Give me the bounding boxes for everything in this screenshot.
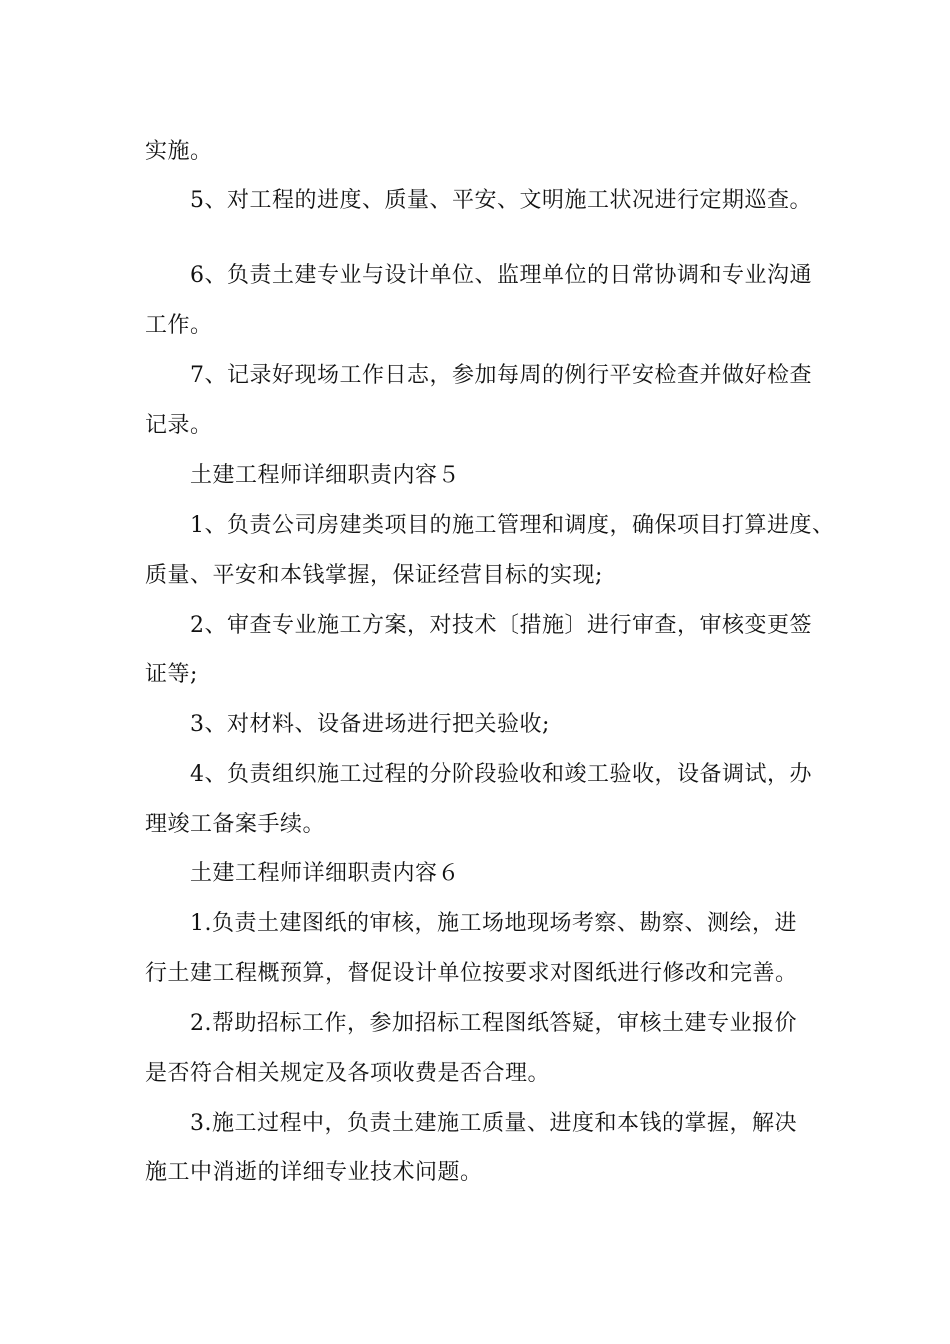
text-line: 质量、平安和本钱掌握，保证经营目标的实现; bbox=[145, 563, 603, 588]
section-heading: 土建工程师详细职责内容５ bbox=[190, 463, 461, 488]
text-line: 3.施工过程中，负责土建施工质量、进度和本钱的掌握，解决 bbox=[190, 1111, 797, 1136]
text-line: 2、审查专业施工方案，对技术〔措施〕进行审查，审核变更签 bbox=[190, 613, 812, 638]
text-line: 行土建工程概预算，督促设计单位按要求对图纸进行修改和完善。 bbox=[145, 961, 798, 986]
text-line: 1.负责土建图纸的审核，施工场地现场考察、勘察、测绘，进 bbox=[190, 911, 797, 936]
text-line: 工作。 bbox=[145, 313, 213, 338]
text-line: 理竣工备案手续。 bbox=[145, 812, 326, 837]
text-line: 7、记录好现场工作日志，参加每周的例行平安检查并做好检查 bbox=[190, 363, 812, 388]
text-line: 是否符合相关规定及各项收费是否合理。 bbox=[145, 1061, 551, 1086]
section-heading: 土建工程师详细职责内容６ bbox=[190, 861, 461, 886]
text-line: 实施。 bbox=[145, 139, 213, 164]
text-line: 施工中消逝的详细专业技术问题。 bbox=[145, 1160, 483, 1185]
text-line: 证等; bbox=[145, 662, 198, 687]
text-line: 记录。 bbox=[145, 413, 213, 438]
text-line: 5、对工程的进度、质量、平安、文明施工状况进行定期巡查。 bbox=[190, 188, 812, 213]
text-line: 6、负责土建专业与设计单位、监理单位的日常协调和专业沟通 bbox=[190, 263, 812, 288]
text-line: 3、对材料、设备进场进行把关验收; bbox=[190, 712, 550, 737]
text-line: 4、负责组织施工过程的分阶段验收和竣工验收，设备调试，办 bbox=[190, 762, 812, 787]
text-line: 2.帮助招标工作，参加招标工程图纸答疑，审核土建专业报价 bbox=[190, 1011, 797, 1036]
text-line: 1、负责公司房建类项目的施工管理和调度，确保项目打算进度、 bbox=[190, 513, 835, 538]
